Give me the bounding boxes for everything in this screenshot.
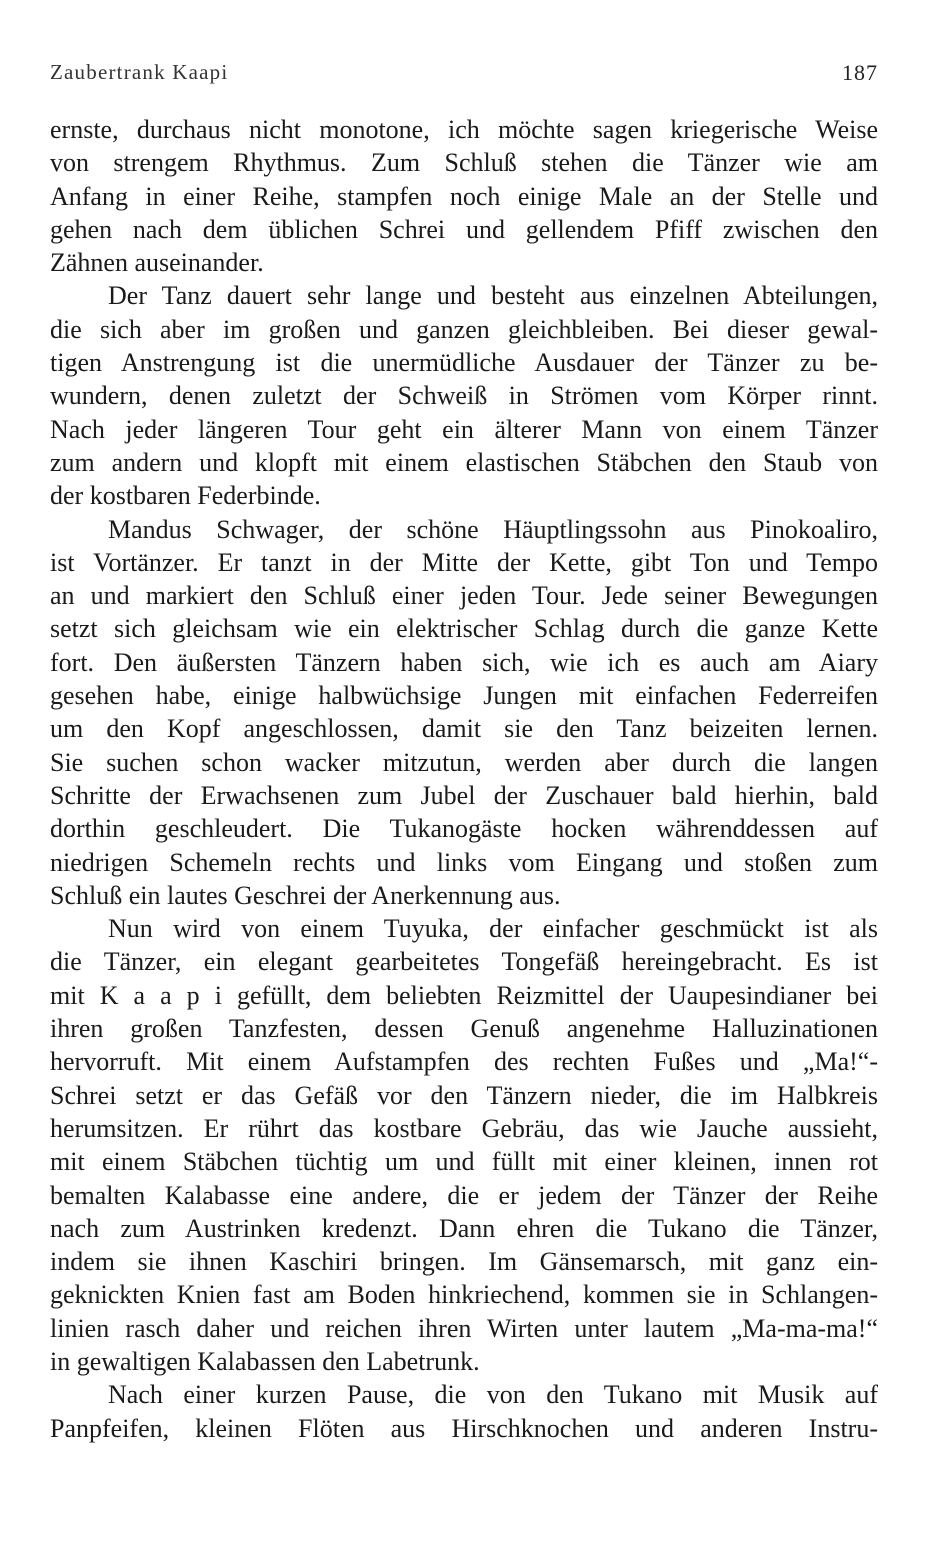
- text-line: tigen Anstrengung ist die unermüdliche Ausdauer der Tänzer zu be-: [50, 348, 878, 378]
- text-line: in gewaltigen Kalabassen den Labetrunk.: [50, 1346, 480, 1376]
- text-line: um den Kopf angeschlossen, damit sie den Tanz beizeiten lernen.: [50, 714, 878, 744]
- paragraph-5: [50, 1378, 878, 1445]
- text-line: Nach jeder längeren Tour geht ein älterer Mann von einem Tänzer: [50, 414, 878, 444]
- text-line: Nach einer kurzen Pause, die von den Tukano mit Musik auf: [108, 1380, 878, 1410]
- text-line: setzt sich gleichsam wie ein elektrischer Schlag durch die ganze Kette: [50, 614, 878, 644]
- text-line: gehen nach dem üblichen Schrei und gellendem Pfiff zwischen den: [50, 214, 878, 244]
- text-line: fort. Den äußersten Tänzern haben sich, wie ich es auch am Aiary: [50, 647, 878, 677]
- text-line: wundern, denen zuletzt der Schweiß in Strömen vom Körper rinnt.: [50, 381, 878, 411]
- text-line: linien rasch daher und reichen ihren Wirten unter lautem „Ma-ma-ma!“: [50, 1313, 878, 1343]
- text-line: Schrei setzt er das Gefäß vor den Tänzern nieder, die im Halbkreis: [50, 1080, 878, 1110]
- text-line: Zähnen auseinander.: [50, 248, 264, 278]
- text-line: Der Tanz dauert sehr lange und besteht aus einzelnen Abteilungen,: [108, 281, 878, 311]
- text-line: mit einem Stäbchen tüchtig um und füllt mit einer kleinen, innen rot: [50, 1147, 878, 1177]
- body-text: [50, 113, 878, 1445]
- text-line: indem sie ihnen Kaschiri bringen. Im Gänsemarsch, mit ganz ein-: [50, 1247, 878, 1277]
- text-line: von strengem Rhythmus. Zum Schluß stehen die Tänzer wie am: [50, 148, 878, 178]
- paragraph-1: [50, 113, 878, 279]
- running-title: Zaubertrank Kaapi: [50, 60, 229, 84]
- text-line: ihren großen Tanzfesten, dessen Genuß angenehme Halluzinationen: [50, 1014, 878, 1044]
- text-line: geknickten Knien fast am Boden hinkriechend, kommen sie in Schlangen-: [50, 1280, 878, 1310]
- page-number: 187: [842, 60, 878, 85]
- text-line: die Tänzer, ein elegant gearbeitetes Tongefäß hereingebracht. Es ist: [50, 947, 878, 977]
- text-line: ernste, durchaus nicht monotone, ich möchte sagen kriegerische Weise: [50, 115, 878, 144]
- text-line: mit K a a p i gefüllt, dem beliebten Reizmittel der Uaupesindianer bei: [50, 980, 878, 1010]
- text-line: gesehen habe, einige halbwüchsige Jungen mit einfachen Federreifen: [50, 681, 878, 711]
- text-line: niedrigen Schemeln rechts und links vom Eingang und stoßen zum: [50, 847, 878, 877]
- text-line: dorthin geschleudert. Die Tukanogäste hocken währenddessen auf: [50, 814, 878, 844]
- text-line: bemalten Kalabasse eine andere, die er jedem der Tänzer der Reihe: [50, 1180, 878, 1210]
- text-line: Sie suchen schon wacker mitzutun, werden aber durch die langen: [50, 747, 878, 777]
- text-line: ist Vortänzer. Er tanzt in der Mitte der Kette, gibt Ton und Tempo: [50, 547, 878, 577]
- text-line: Schritte der Erwachsenen zum Jubel der Zuschauer bald hierhin, bald: [50, 780, 878, 810]
- text-line: Mandus Schwager, der schöne Häuptlingssohn aus Pinokoaliro,: [108, 514, 878, 544]
- text-line: Schluß ein lautes Geschrei der Anerkennung aus.: [50, 880, 561, 910]
- text-line: hervorruft. Mit einem Aufstampfen des rechten Fußes und „Ma!“-: [50, 1047, 878, 1077]
- text-line: zum andern und klopft mit einem elastischen Stäbchen den Staub von: [50, 447, 878, 477]
- text-line: die sich aber im großen und ganzen gleichbleiben. Bei dieser gewal-: [50, 314, 878, 344]
- text-line: Nun wird von einem Tuyuka, der einfacher geschmückt ist als: [108, 914, 878, 944]
- text-line: nach zum Austrinken kredenzt. Dann ehren die Tukano die Tänzer,: [50, 1213, 878, 1243]
- text-line: der kostbaren Federbinde.: [50, 481, 321, 511]
- text-line: Panpfeifen, kleinen Flöten aus Hirschknochen und anderen Instru-: [50, 1413, 878, 1443]
- running-head: [50, 60, 878, 90]
- text-line: Anfang in einer Reihe, stampfen noch einige Male an der Stelle und: [50, 181, 878, 211]
- text-line: an und markiert den Schluß einer jeden Tour. Jede seiner Bewegungen: [50, 581, 878, 611]
- paragraph-4: [50, 912, 878, 1378]
- paragraph-2: [50, 279, 878, 512]
- text-line: herumsitzen. Er rührt das kostbare Gebräu, das wie Jauche aussieht,: [50, 1113, 878, 1143]
- paragraph-3: [50, 513, 878, 913]
